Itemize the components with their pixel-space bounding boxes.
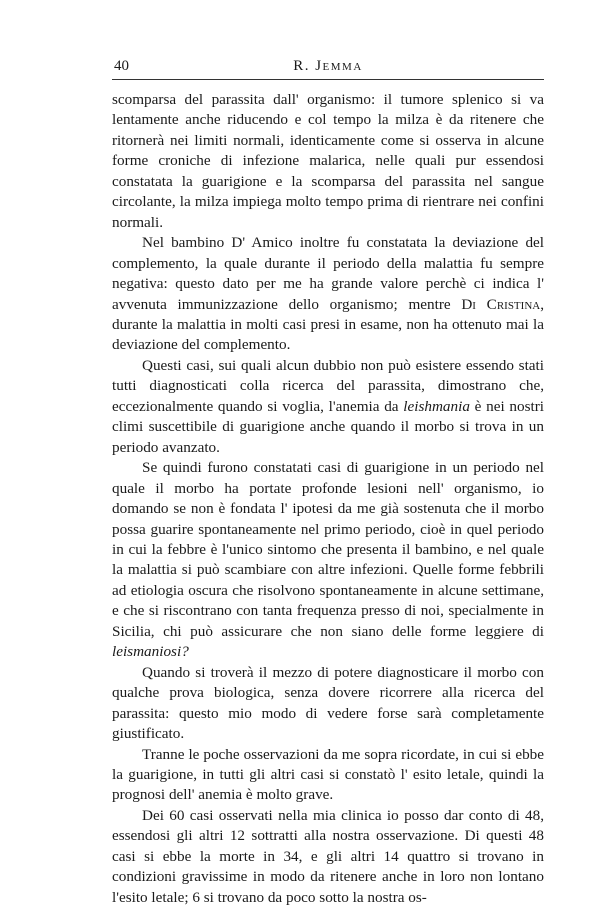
paragraph-text: , durante la malattia in molti casi presi in esame, non ha ottenuto mai la deviazione del complemento. <box>112 295 545 354</box>
paragraph-healing-hypothesis <box>112 458 544 663</box>
paragraph-continuation <box>112 90 544 233</box>
author-name: Di Cristina <box>461 295 541 313</box>
page-header <box>112 58 544 80</box>
paragraph-text: è nei nostri climi suscettibile di guarigione anche quando il morbo si trova in un periodo avanzato. <box>112 397 545 456</box>
paragraph-text: Tranne le poche osservazioni da me sopra ricordate, in cui si ebbe la guarigione, in tutti gli altri casi si constatò l' esito letale, quindi la prognosi dell' anemia è molto grave. <box>112 745 544 804</box>
paragraph-prognosis <box>112 745 544 806</box>
body-text <box>112 90 544 908</box>
paragraph-biological-test <box>112 663 544 745</box>
paragraph-text: scomparsa del parassita dall' organismo: il tumore splenico si va lentamente anche riducendo e col tempo la milza è da ritenere che ritornerà nei limiti normali, identicamente come si osserva in alcune forme croniche di infezione malarica, nelle quali pur essendosi constatata la guarigione e la scomparsa del parassita nel sangue circolante, la milza impiega molto tempo prima di rientrare nei confini normali. <box>112 91 544 231</box>
paragraph-text: Questi casi, sui quali alcun dubbio non può esistere essendo stati tutti diagnosticati colla ricerca del parassita, dimostrano che, eccezionalmente quando si voglia, l'anemia da <box>112 356 544 415</box>
paragraph-text: Nel bambino D' Amico inoltre fu constatata la deviazione del complemento, la quale durante il periodo della malattia fu sempre negativa: questo dato per me ha grande valore perchè ci indica l' avvenuta immunizzazione dello organismo; mentre <box>112 234 544 313</box>
paragraph-text: Dei 60 casi osservati nella mia clinica io posso dar conto di 48, essendosi gli altri 12 sottratti alla nostra osservazione. Di questi 48 casi si ebbe la morte in 34, e gli altri 14 quattro si trovano in condizioni gravissime in modo da ritenere anche in loro non lontano l'esito letale; 6 si trovano da poco sotto la nostra os- <box>112 806 544 906</box>
page-number: 40 <box>114 58 129 74</box>
running-head: R. Jemma <box>293 58 363 74</box>
paragraph-text: Se quindi furono constatati casi di guarigione in un periodo nel quale il morbo ha portate profonde lesioni nell' organismo, io domando se non è fondata l' ipotesi da me già sostenuta che il morbo possa guarire spontaneamente nel primo periodo, cioè in quel periodo in cui la febbre è l'unico sintomo che presenta il bambino, e nel quale la malattia si può scambiare con altre infezioni. Quelle forme febbrili ad etiologia oscura che risolvono spontaneamente in alcune settimane, e che si riscontrano con tanta frequenza presso di noi, specialmente in Sicilia, chi può assicurare che non siano delle forme leggiere di <box>112 459 544 640</box>
header-rule <box>112 79 544 80</box>
italic-term: leishmania <box>403 397 470 415</box>
italic-term: leismaniosi? <box>112 643 189 661</box>
paragraph-case-statistics <box>112 806 544 908</box>
paragraph-text: Quando si troverà il mezzo di potere diagnosticare il morbo con qualche prova biologica, senza dovere ricorrere alla ricerca del parassita: questo mio modo di vedere forse sarà completamente giustificato. <box>112 663 544 743</box>
paragraph-cases-diagnosed <box>112 356 544 458</box>
paragraph-complement-deviation <box>112 233 544 356</box>
